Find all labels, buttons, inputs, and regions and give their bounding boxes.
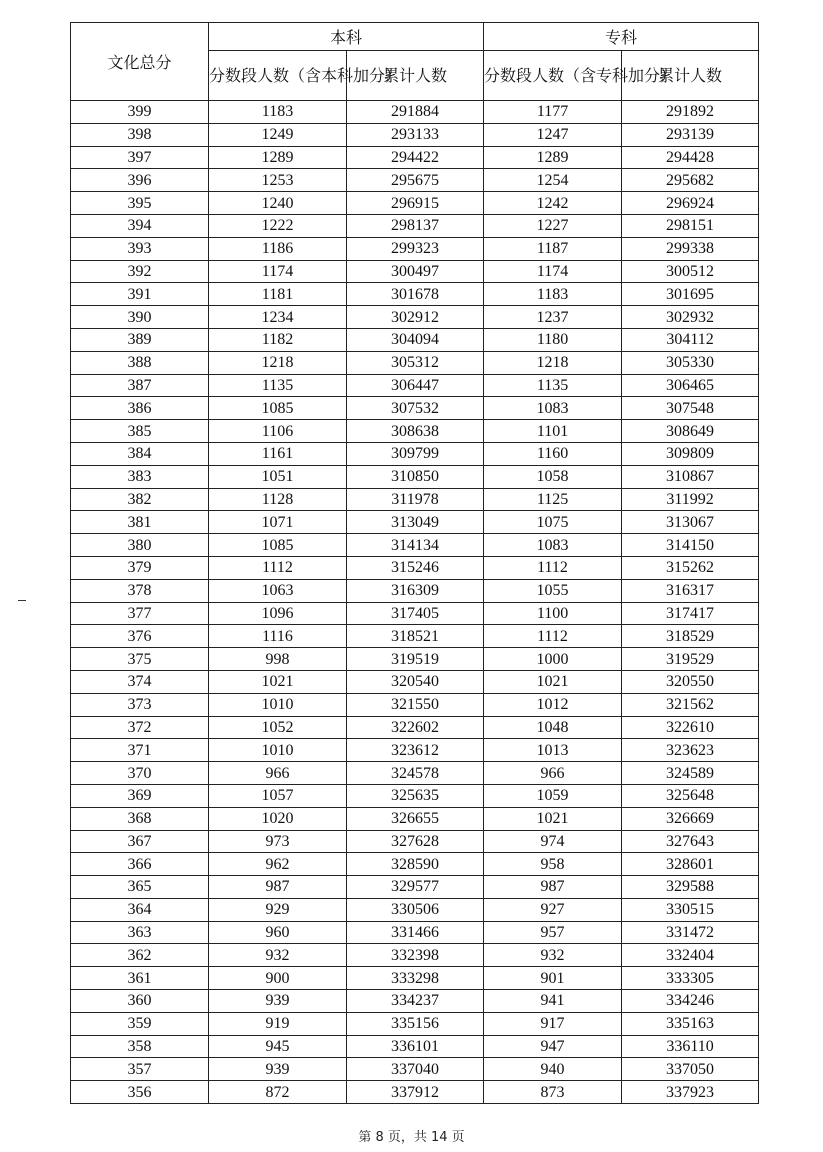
cell-vocational-cumulative: 324589: [622, 762, 759, 785]
cell-undergrad-count: 1222: [209, 214, 347, 237]
table-row: [71, 328, 759, 351]
header-vocational: 专科: [484, 23, 759, 51]
cell-undergrad-count: 1249: [209, 123, 347, 146]
table-row: [71, 192, 759, 215]
table-row: [71, 853, 759, 876]
table-row: [71, 648, 759, 671]
cell-undergrad-cumulative: 311978: [347, 488, 484, 511]
cell-vocational-count: 1048: [484, 716, 622, 739]
cell-undergrad-count: 1112: [209, 556, 347, 579]
cell-vocational-count: 1075: [484, 511, 622, 534]
cell-undergrad-count: 960: [209, 921, 347, 944]
cell-vocational-cumulative: 294428: [622, 146, 759, 169]
cell-undergrad-cumulative: 296915: [347, 192, 484, 215]
cell-vocational-count: 1013: [484, 739, 622, 762]
cell-vocational-cumulative: 326669: [622, 807, 759, 830]
table-row: [71, 488, 759, 511]
table-row: [71, 237, 759, 260]
cell-score: 366: [71, 853, 209, 876]
cell-undergrad-cumulative: 315246: [347, 556, 484, 579]
cell-vocational-cumulative: 310867: [622, 465, 759, 488]
cell-score: 362: [71, 944, 209, 967]
cell-undergrad-count: 1057: [209, 784, 347, 807]
cell-vocational-count: 1000: [484, 648, 622, 671]
cell-vocational-count: 947: [484, 1035, 622, 1058]
cell-undergrad-count: 1289: [209, 146, 347, 169]
cell-score: 357: [71, 1058, 209, 1081]
cell-vocational-count: 1160: [484, 442, 622, 465]
cell-vocational-cumulative: 334246: [622, 990, 759, 1013]
table-body: [71, 101, 759, 1104]
cell-undergrad-cumulative: 325635: [347, 784, 484, 807]
cell-undergrad-cumulative: 306447: [347, 374, 484, 397]
table-row: [71, 625, 759, 648]
cell-vocational-cumulative: 308649: [622, 420, 759, 443]
cell-undergrad-count: 966: [209, 762, 347, 785]
table-row: [71, 602, 759, 625]
header-vocational-count: 分数段人数（含专科加分）: [484, 51, 622, 101]
page-number: 第 8 页，共 14 页: [358, 1130, 465, 1145]
cell-score: 376: [71, 625, 209, 648]
cell-undergrad-cumulative: 323612: [347, 739, 484, 762]
table-row: [71, 830, 759, 853]
cell-vocational-count: 873: [484, 1081, 622, 1104]
cell-undergrad-count: 1234: [209, 306, 347, 329]
table-row: [71, 511, 759, 534]
cell-vocational-cumulative: 311992: [622, 488, 759, 511]
cell-vocational-cumulative: 295682: [622, 169, 759, 192]
cell-undergrad-cumulative: 330506: [347, 898, 484, 921]
table-row: [71, 1081, 759, 1104]
cell-undergrad-cumulative: 327628: [347, 830, 484, 853]
cell-score: 399: [71, 101, 209, 124]
cell-vocational-cumulative: 333305: [622, 967, 759, 990]
cell-undergrad-count: 1063: [209, 579, 347, 602]
cell-vocational-cumulative: 329588: [622, 876, 759, 899]
cell-vocational-cumulative: 336110: [622, 1035, 759, 1058]
cell-score: 374: [71, 670, 209, 693]
cell-undergrad-cumulative: 333298: [347, 967, 484, 990]
cell-undergrad-cumulative: 313049: [347, 511, 484, 534]
cell-score: 385: [71, 420, 209, 443]
table-row: [71, 739, 759, 762]
cell-vocational-cumulative: 296924: [622, 192, 759, 215]
cell-undergrad-count: 1010: [209, 693, 347, 716]
cell-vocational-count: 1289: [484, 146, 622, 169]
cell-score: 356: [71, 1081, 209, 1104]
table-row: [71, 146, 759, 169]
header-score: 文化总分: [71, 23, 209, 101]
table-row: [71, 260, 759, 283]
cell-undergrad-count: 1051: [209, 465, 347, 488]
cell-undergrad-cumulative: 321550: [347, 693, 484, 716]
cell-vocational-count: 917: [484, 1012, 622, 1035]
cell-vocational-count: 1100: [484, 602, 622, 625]
cell-vocational-count: 1187: [484, 237, 622, 260]
cell-vocational-count: 1177: [484, 101, 622, 124]
cell-undergrad-count: 1010: [209, 739, 347, 762]
table-row: [71, 693, 759, 716]
cell-score: 383: [71, 465, 209, 488]
cell-undergrad-count: 1186: [209, 237, 347, 260]
cell-undergrad-cumulative: 332398: [347, 944, 484, 967]
cell-undergrad-count: 1253: [209, 169, 347, 192]
cell-score: 387: [71, 374, 209, 397]
cell-vocational-count: 1135: [484, 374, 622, 397]
cell-undergrad-cumulative: 291884: [347, 101, 484, 124]
cell-vocational-cumulative: 318529: [622, 625, 759, 648]
table-row: [71, 784, 759, 807]
cell-undergrad-count: 1021: [209, 670, 347, 693]
table-row: [71, 876, 759, 899]
cell-score: 389: [71, 328, 209, 351]
cell-score: 391: [71, 283, 209, 306]
cell-undergrad-count: 932: [209, 944, 347, 967]
cell-vocational-count: 1125: [484, 488, 622, 511]
cell-vocational-count: 901: [484, 967, 622, 990]
cell-score: 381: [71, 511, 209, 534]
cell-undergrad-cumulative: 295675: [347, 169, 484, 192]
cell-vocational-count: 958: [484, 853, 622, 876]
table-row: [71, 921, 759, 944]
cell-score: 388: [71, 351, 209, 374]
cell-undergrad-cumulative: 294422: [347, 146, 484, 169]
cell-undergrad-cumulative: 326655: [347, 807, 484, 830]
cell-score: 398: [71, 123, 209, 146]
cell-score: 394: [71, 214, 209, 237]
table-row: [71, 283, 759, 306]
cell-undergrad-count: 973: [209, 830, 347, 853]
cell-score: 379: [71, 556, 209, 579]
cell-undergrad-count: 1183: [209, 101, 347, 124]
cell-undergrad-cumulative: 324578: [347, 762, 484, 785]
cell-vocational-count: 1112: [484, 556, 622, 579]
cell-vocational-count: 1180: [484, 328, 622, 351]
cell-vocational-count: 1174: [484, 260, 622, 283]
cell-score: 373: [71, 693, 209, 716]
table-row: [71, 1058, 759, 1081]
cell-undergrad-count: 929: [209, 898, 347, 921]
cell-vocational-cumulative: 322610: [622, 716, 759, 739]
cell-undergrad-cumulative: 328590: [347, 853, 484, 876]
cell-undergrad-cumulative: 314134: [347, 534, 484, 557]
cell-score: 377: [71, 602, 209, 625]
cell-vocational-count: 1101: [484, 420, 622, 443]
cell-score: 368: [71, 807, 209, 830]
cell-vocational-cumulative: 319529: [622, 648, 759, 671]
header-undergrad-cumulative: 累计人数: [347, 51, 484, 101]
cell-vocational-cumulative: 301695: [622, 283, 759, 306]
cell-vocational-cumulative: 323623: [622, 739, 759, 762]
table-row: [71, 1035, 759, 1058]
cell-score: 386: [71, 397, 209, 420]
cell-undergrad-count: 1240: [209, 192, 347, 215]
cell-undergrad-count: 1096: [209, 602, 347, 625]
cell-undergrad-cumulative: 299323: [347, 237, 484, 260]
cell-vocational-count: 957: [484, 921, 622, 944]
cell-score: 364: [71, 898, 209, 921]
cell-vocational-count: 1058: [484, 465, 622, 488]
cell-vocational-count: 1227: [484, 214, 622, 237]
cell-vocational-count: 1237: [484, 306, 622, 329]
cell-undergrad-cumulative: 337912: [347, 1081, 484, 1104]
cell-vocational-cumulative: 315262: [622, 556, 759, 579]
table-row: [71, 556, 759, 579]
cell-undergrad-count: 872: [209, 1081, 347, 1104]
cell-vocational-count: 1021: [484, 670, 622, 693]
cell-vocational-cumulative: 335163: [622, 1012, 759, 1035]
cell-score: 372: [71, 716, 209, 739]
cell-vocational-cumulative: 299338: [622, 237, 759, 260]
cell-score: 384: [71, 442, 209, 465]
cell-vocational-cumulative: 320550: [622, 670, 759, 693]
cell-vocational-cumulative: 325648: [622, 784, 759, 807]
cell-vocational-cumulative: 337050: [622, 1058, 759, 1081]
cell-vocational-count: 966: [484, 762, 622, 785]
cell-score: 363: [71, 921, 209, 944]
header-undergrad: 本科: [209, 23, 484, 51]
cell-vocational-cumulative: 306465: [622, 374, 759, 397]
cell-undergrad-cumulative: 298137: [347, 214, 484, 237]
table-row: [71, 967, 759, 990]
table-row: [71, 101, 759, 124]
cell-undergrad-count: 1128: [209, 488, 347, 511]
cell-undergrad-count: 1182: [209, 328, 347, 351]
cell-undergrad-count: 919: [209, 1012, 347, 1035]
cell-undergrad-count: 939: [209, 1058, 347, 1081]
header-vocational-cumulative: 累计人数: [622, 51, 759, 101]
cell-vocational-count: 927: [484, 898, 622, 921]
header-undergrad-count: 分数段人数（含本科加分）: [209, 51, 347, 101]
cell-vocational-count: 941: [484, 990, 622, 1013]
table-header: [71, 23, 759, 101]
cell-vocational-cumulative: 304112: [622, 328, 759, 351]
table-row: [71, 214, 759, 237]
score-table: [70, 22, 759, 1104]
cell-undergrad-cumulative: 334237: [347, 990, 484, 1013]
cell-undergrad-cumulative: 308638: [347, 420, 484, 443]
cell-undergrad-cumulative: 331466: [347, 921, 484, 944]
table-row: [71, 944, 759, 967]
table-row: [71, 374, 759, 397]
cell-undergrad-count: 1085: [209, 397, 347, 420]
cell-vocational-cumulative: 291892: [622, 101, 759, 124]
cell-undergrad-cumulative: 317405: [347, 602, 484, 625]
cell-undergrad-cumulative: 293133: [347, 123, 484, 146]
cell-vocational-count: 1254: [484, 169, 622, 192]
cell-undergrad-count: 962: [209, 853, 347, 876]
cell-score: 359: [71, 1012, 209, 1035]
cell-vocational-cumulative: 337923: [622, 1081, 759, 1104]
cell-undergrad-cumulative: 310850: [347, 465, 484, 488]
cell-undergrad-cumulative: 305312: [347, 351, 484, 374]
table-row: [71, 442, 759, 465]
cell-undergrad-count: 1174: [209, 260, 347, 283]
cell-vocational-cumulative: 309809: [622, 442, 759, 465]
cell-vocational-count: 1247: [484, 123, 622, 146]
cell-vocational-count: 1183: [484, 283, 622, 306]
cell-vocational-cumulative: 331472: [622, 921, 759, 944]
cell-undergrad-cumulative: 335156: [347, 1012, 484, 1035]
table-row: [71, 898, 759, 921]
cell-vocational-cumulative: 328601: [622, 853, 759, 876]
cell-score: 358: [71, 1035, 209, 1058]
cell-undergrad-count: 1020: [209, 807, 347, 830]
cell-vocational-cumulative: 327643: [622, 830, 759, 853]
cell-vocational-cumulative: 307548: [622, 397, 759, 420]
cell-undergrad-count: 1135: [209, 374, 347, 397]
cell-undergrad-count: 1181: [209, 283, 347, 306]
cell-undergrad-count: 998: [209, 648, 347, 671]
cell-undergrad-cumulative: 301678: [347, 283, 484, 306]
cell-undergrad-cumulative: 329577: [347, 876, 484, 899]
table-row: [71, 534, 759, 557]
cell-undergrad-cumulative: 307532: [347, 397, 484, 420]
cell-undergrad-cumulative: 300497: [347, 260, 484, 283]
table-row: [71, 990, 759, 1013]
cell-vocational-count: 1083: [484, 534, 622, 557]
cell-undergrad-count: 939: [209, 990, 347, 1013]
cell-score: 397: [71, 146, 209, 169]
cell-vocational-cumulative: 316317: [622, 579, 759, 602]
cell-score: 371: [71, 739, 209, 762]
cell-vocational-cumulative: 317417: [622, 602, 759, 625]
cell-undergrad-count: 1218: [209, 351, 347, 374]
table-row: [71, 397, 759, 420]
cell-undergrad-cumulative: 319519: [347, 648, 484, 671]
cell-score: 393: [71, 237, 209, 260]
cell-vocational-count: 1242: [484, 192, 622, 215]
table-row: [71, 716, 759, 739]
cell-undergrad-cumulative: 316309: [347, 579, 484, 602]
cell-vocational-count: 974: [484, 830, 622, 853]
cell-score: 382: [71, 488, 209, 511]
cell-vocational-cumulative: 313067: [622, 511, 759, 534]
cell-undergrad-count: 1052: [209, 716, 347, 739]
cell-undergrad-cumulative: 318521: [347, 625, 484, 648]
cell-undergrad-cumulative: 336101: [347, 1035, 484, 1058]
cell-vocational-count: 987: [484, 876, 622, 899]
table-row: [71, 123, 759, 146]
cell-vocational-cumulative: 293139: [622, 123, 759, 146]
cell-undergrad-cumulative: 322602: [347, 716, 484, 739]
cell-vocational-cumulative: 330515: [622, 898, 759, 921]
cell-score: 365: [71, 876, 209, 899]
cell-vocational-count: 1055: [484, 579, 622, 602]
cell-undergrad-cumulative: 302912: [347, 306, 484, 329]
cell-undergrad-cumulative: 304094: [347, 328, 484, 351]
cell-vocational-count: 1059: [484, 784, 622, 807]
cell-undergrad-count: 1116: [209, 625, 347, 648]
cell-score: 375: [71, 648, 209, 671]
table-row: [71, 465, 759, 488]
table-row: [71, 169, 759, 192]
cell-undergrad-cumulative: 309799: [347, 442, 484, 465]
cell-score: 367: [71, 830, 209, 853]
score-distribution-sheet: [70, 22, 758, 1104]
cell-undergrad-count: 987: [209, 876, 347, 899]
cell-score: 378: [71, 579, 209, 602]
cell-undergrad-count: 1085: [209, 534, 347, 557]
table-row: [71, 351, 759, 374]
cell-undergrad-count: 1161: [209, 442, 347, 465]
cell-vocational-count: 940: [484, 1058, 622, 1081]
cell-score: 369: [71, 784, 209, 807]
cell-score: 361: [71, 967, 209, 990]
table-row: [71, 306, 759, 329]
cell-score: 370: [71, 762, 209, 785]
cell-undergrad-count: 1071: [209, 511, 347, 534]
cell-vocational-count: 1012: [484, 693, 622, 716]
cell-undergrad-cumulative: 320540: [347, 670, 484, 693]
cell-undergrad-count: 1106: [209, 420, 347, 443]
cell-undergrad-count: 900: [209, 967, 347, 990]
cell-vocational-cumulative: 302932: [622, 306, 759, 329]
cell-score: 360: [71, 990, 209, 1013]
cell-vocational-cumulative: 298151: [622, 214, 759, 237]
cell-vocational-count: 1021: [484, 807, 622, 830]
cell-vocational-count: 1083: [484, 397, 622, 420]
cell-vocational-cumulative: 300512: [622, 260, 759, 283]
table-row: [71, 1012, 759, 1035]
cell-undergrad-count: 945: [209, 1035, 347, 1058]
table-row: [71, 579, 759, 602]
cell-undergrad-cumulative: 337040: [347, 1058, 484, 1081]
margin-mark: [18, 600, 26, 601]
cell-score: 395: [71, 192, 209, 215]
table-row: [71, 420, 759, 443]
cell-vocational-count: 1218: [484, 351, 622, 374]
cell-vocational-cumulative: 332404: [622, 944, 759, 967]
table-row: [71, 670, 759, 693]
cell-score: 396: [71, 169, 209, 192]
cell-score: 390: [71, 306, 209, 329]
table-row: [71, 807, 759, 830]
cell-vocational-cumulative: 314150: [622, 534, 759, 557]
cell-vocational-cumulative: 321562: [622, 693, 759, 716]
table-row: [71, 762, 759, 785]
cell-score: 380: [71, 534, 209, 557]
cell-vocational-count: 932: [484, 944, 622, 967]
cell-vocational-cumulative: 305330: [622, 351, 759, 374]
cell-score: 392: [71, 260, 209, 283]
cell-vocational-count: 1112: [484, 625, 622, 648]
